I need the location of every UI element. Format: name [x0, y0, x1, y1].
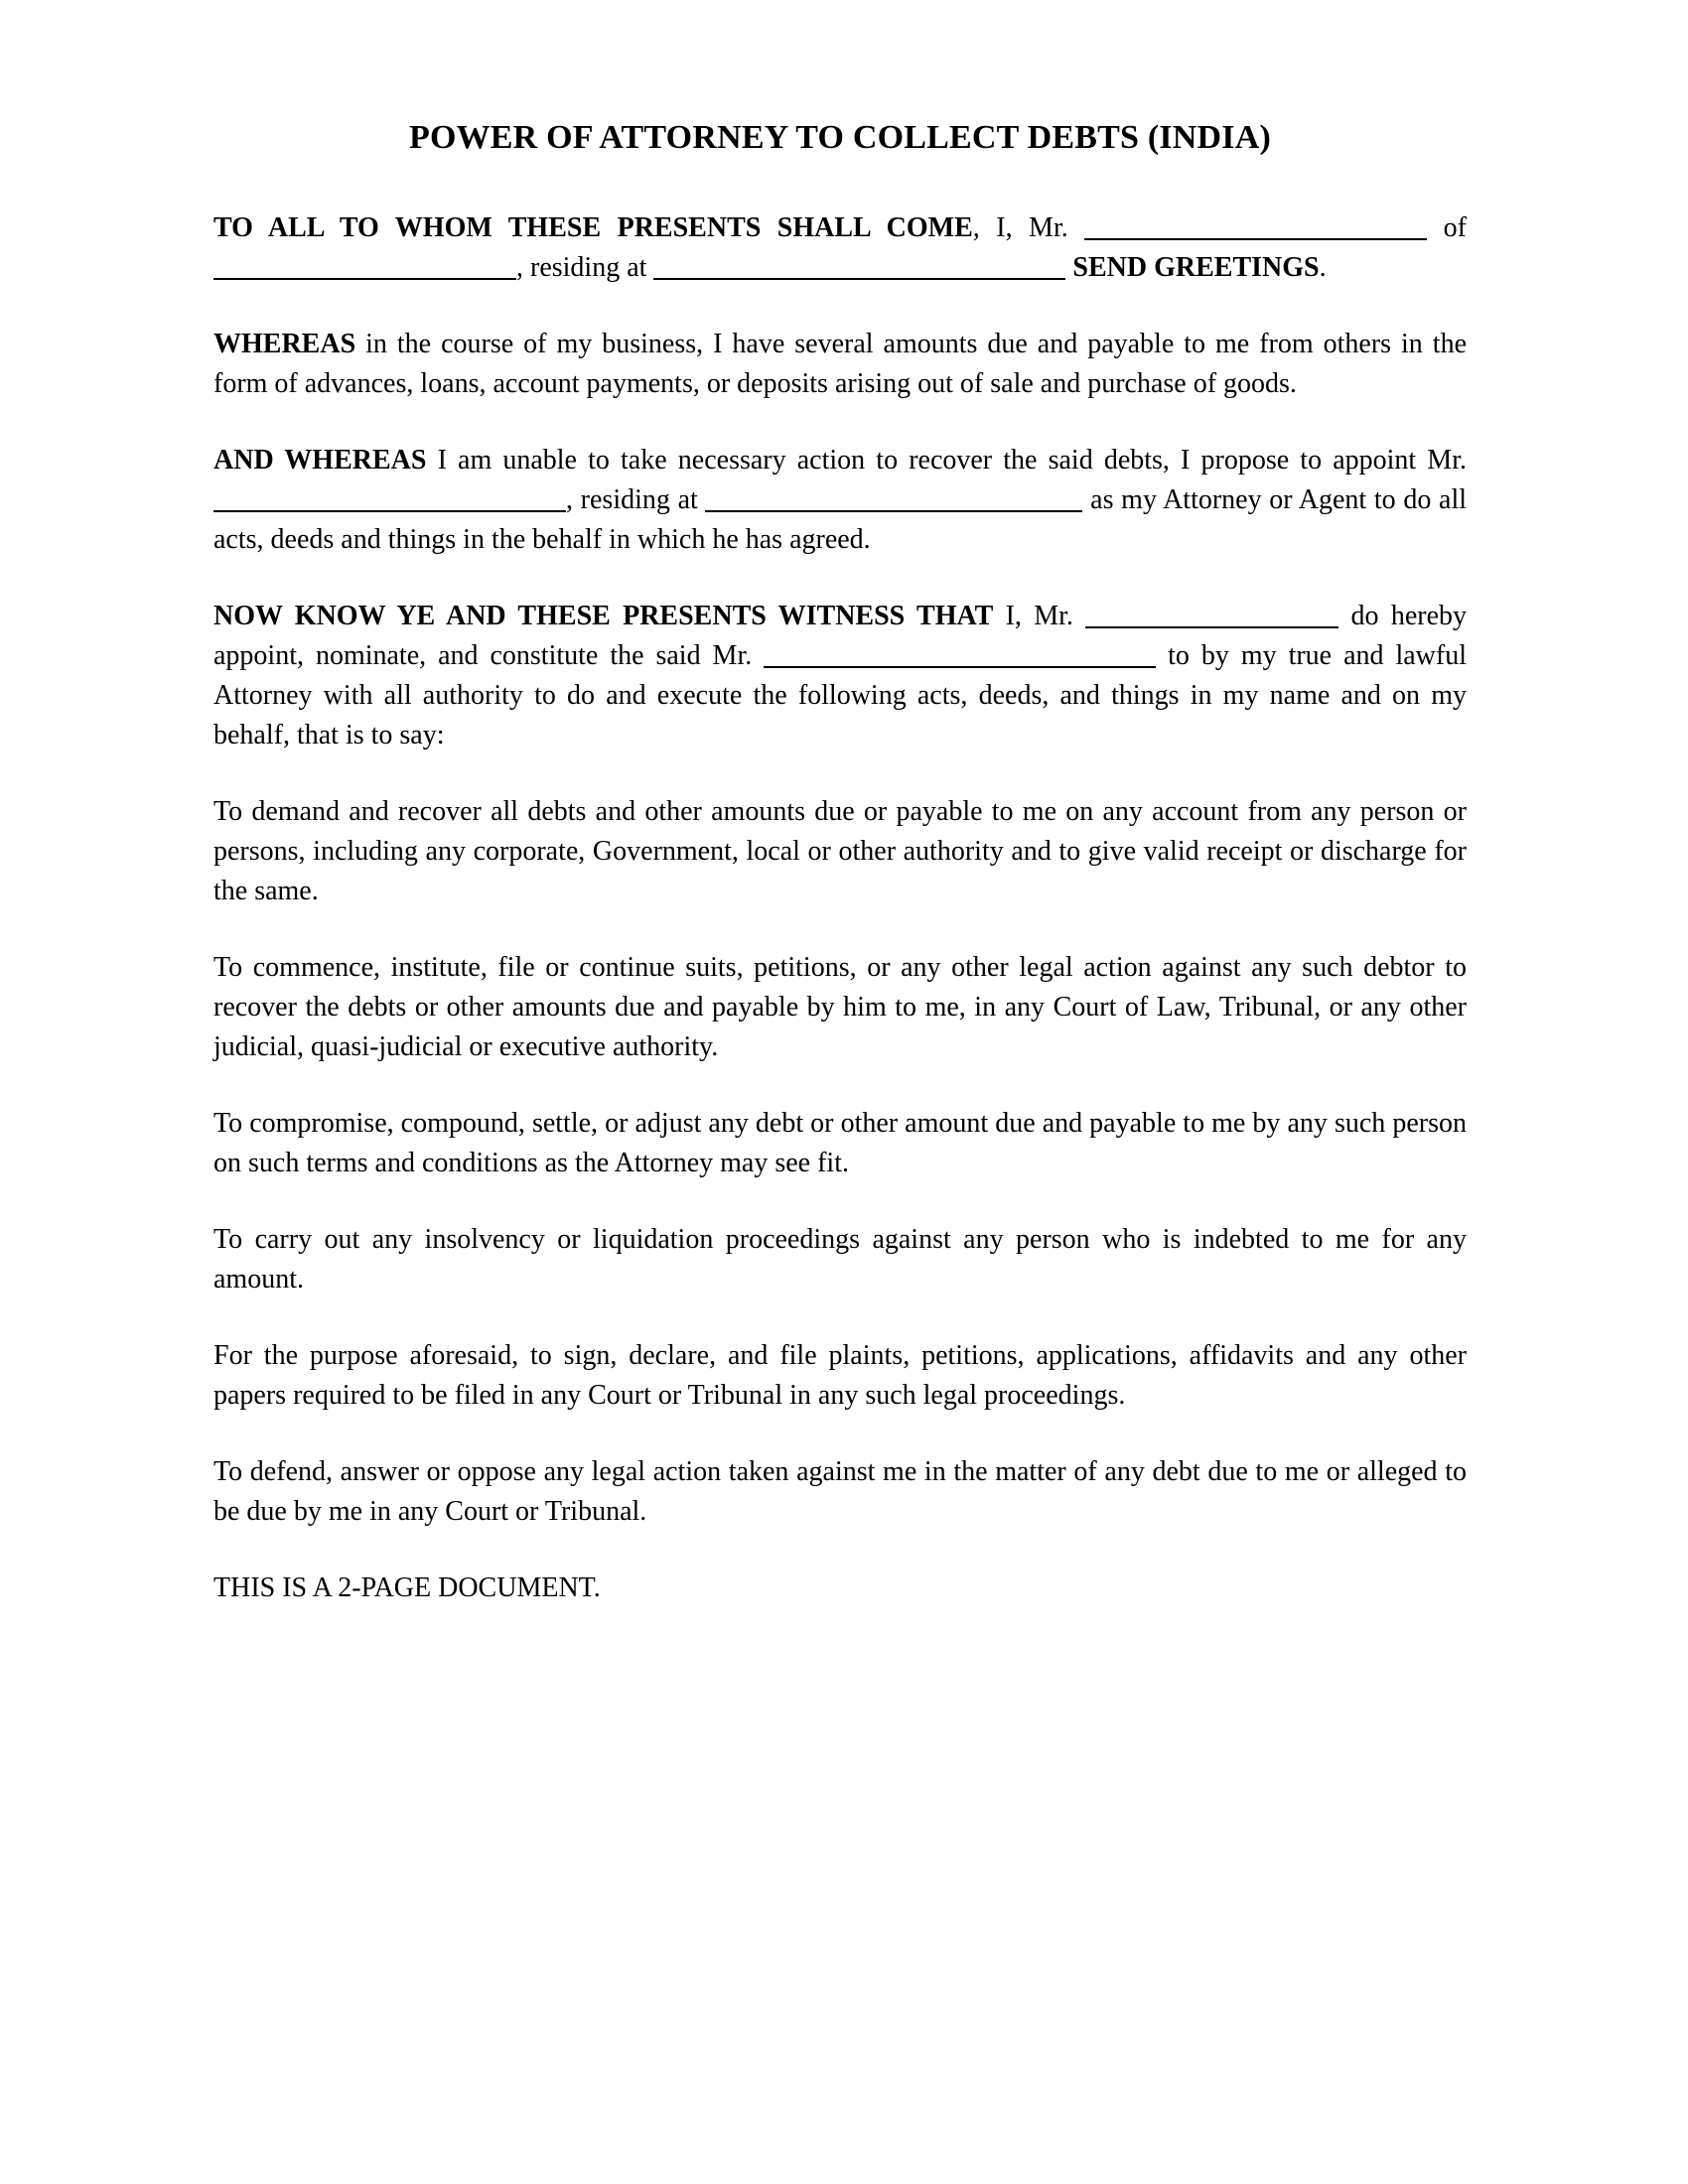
text-run: To defend, answer or oppose any legal action taken against me in the matter of any debt due to me or alleged to be due by me in any Court or Tribunal.	[213, 1456, 1467, 1527]
fill-in-blank-line	[653, 274, 1065, 280]
text-run: do hereby appoint, nominate, and constitute the said Mr.	[213, 601, 1467, 671]
text-run: THIS IS A 2-PAGE DOCUMENT.	[213, 1572, 601, 1603]
text-run: To commence, institute, file or continue suits, petitions, or any other legal action against any such debtor to recover the debts or other amounts due and payable by him to me, in any Court of Law, Tribunal, or any other judicial, quasi-judicial or executive authority.	[213, 952, 1467, 1062]
text-run: To compromise, compound, settle, or adjust any debt or other amount due and payable to me by any such person on such terms and conditions as the Attorney may see fit.	[213, 1108, 1467, 1178]
text-run: in the course of my business, I have several amounts due and payable to me from others in the form of advances, loans, account payments, or deposits arising out of sale and purchase of goods.	[213, 329, 1467, 399]
fill-in-blank-line	[213, 274, 516, 280]
text-run: , residing at	[516, 252, 654, 283]
text-run: of	[1427, 212, 1468, 243]
paragraph	[213, 441, 1467, 560]
paragraph	[213, 1336, 1467, 1416]
text-run: to by my true and lawful Attorney with all authority to do and execute the following acts, deeds, and things in my name and on my behalf, that is to say:	[213, 640, 1467, 751]
bold-text-run: AND WHEREAS	[213, 445, 427, 476]
document-title: POWER OF ATTORNEY TO COLLECT DEBTS (INDIA)	[408, 119, 1272, 156]
paragraph	[213, 792, 1467, 911]
fill-in-blank-line	[1085, 622, 1338, 628]
text-run: as my Attorney or Agent to do all acts, deeds and things in the behalf in which he has agreed.	[213, 484, 1467, 555]
bold-text-run: NOW KNOW YE AND THESE PRESENTS WITNESS THAT	[213, 601, 994, 631]
text-run: , I, Mr.	[972, 212, 1085, 243]
text-run: .	[1319, 252, 1327, 283]
fill-in-blank-line	[764, 662, 1156, 668]
paragraph	[213, 1220, 1467, 1299]
fill-in-blank-line	[213, 506, 566, 512]
document-body	[213, 208, 1467, 1608]
text-run: To demand and recover all debts and other amounts due or payable to me on any account from any person or persons, including any corporate, Government, local or other authority and to give valid receipt or discharge for the same.	[213, 796, 1467, 906]
text-run: , residing at	[566, 484, 706, 515]
fill-in-blank-line	[705, 506, 1082, 512]
paragraph	[213, 1452, 1467, 1532]
bold-text-run: TO ALL TO WHOM THESE PRESENTS SHALL COME	[213, 212, 973, 243]
paragraph	[213, 1569, 1467, 1608]
bold-text-run: SEND GREETINGS	[1072, 252, 1320, 283]
paragraph	[213, 948, 1467, 1067]
text-run: For the purpose aforesaid, to sign, declare, and file plaints, petitions, applications, affidavits and any other papers required to be filed in any Court or Tribunal in any such legal proceedings.	[213, 1340, 1467, 1411]
bold-text-run: WHEREAS	[213, 329, 356, 359]
paragraph	[213, 325, 1467, 404]
paragraph	[213, 1104, 1467, 1183]
text-run: I, Mr.	[993, 601, 1086, 631]
paragraph	[213, 597, 1467, 755]
text-run: I am unable to take necessary action to recover the said debts, I propose to appoint Mr.	[426, 445, 1467, 476]
paragraph	[213, 208, 1467, 288]
text-run: To carry out any insolvency or liquidation proceedings against any person who is indebted to me for any amount.	[213, 1224, 1467, 1295]
fill-in-blank-line	[1084, 234, 1427, 240]
